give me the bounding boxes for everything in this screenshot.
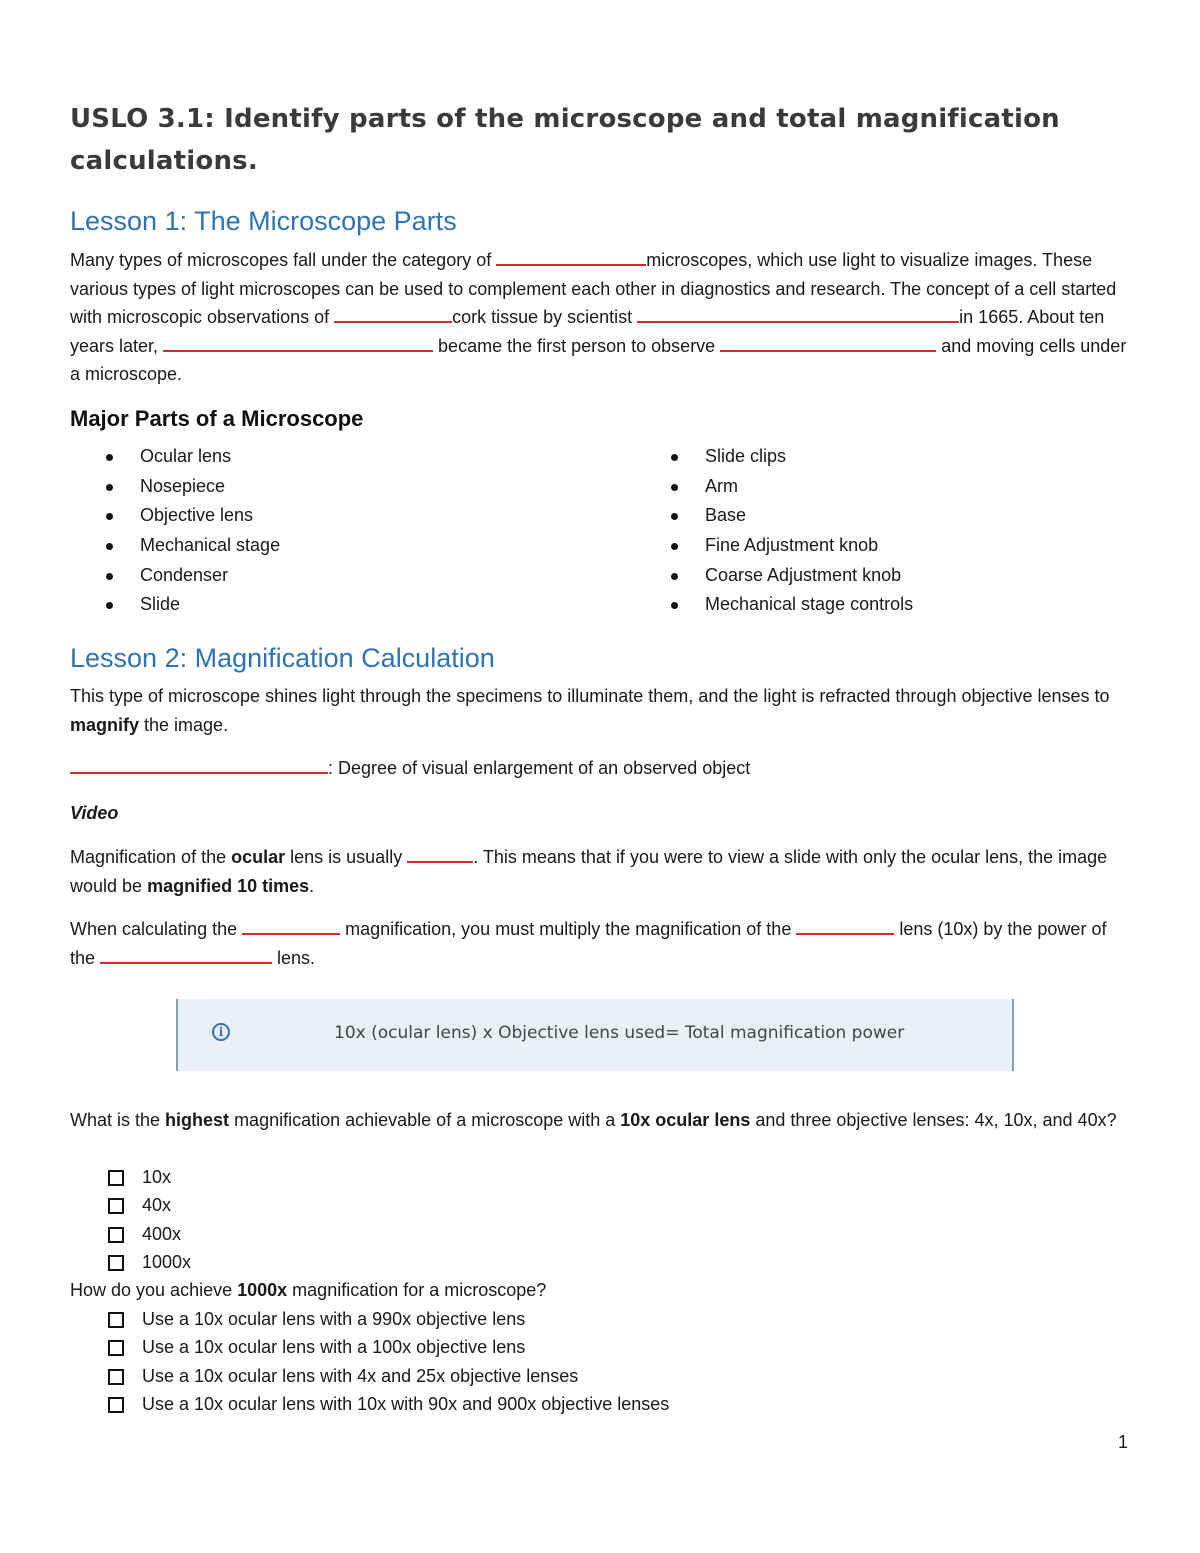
question-1-options: [70, 1163, 191, 1276]
checkbox-option[interactable]: 40x: [70, 1191, 191, 1219]
list-item: Mechanical stage: [70, 531, 280, 561]
list-item: Arm: [635, 472, 913, 502]
question-2-options: [70, 1305, 669, 1418]
text-run: in 1665. About ten years later,: [70, 307, 1105, 356]
bold-text: magnify: [70, 714, 140, 735]
document-title: USLO 3.1: Identify parts of the microscope and total magnification calculations.: [70, 104, 1060, 176]
major-parts-heading: Major Parts of a Microscope: [70, 406, 364, 431]
text-run: and moving cells under a microscope.: [70, 335, 1127, 384]
question-2: [70, 1276, 1130, 1305]
bold-text: ocular: [231, 847, 286, 867]
lesson-2-heading: Lesson 2: Magnification Calculation: [70, 643, 495, 673]
ocular-paragraph: [70, 843, 1130, 900]
text-run: Many types of microscopes fall under the category of: [70, 250, 497, 270]
checkbox-option[interactable]: Use a 10x ocular lens with 4x and 25x objective lenses: [70, 1362, 669, 1390]
checkbox-option[interactable]: 10x: [70, 1163, 191, 1191]
bold-text: magnified 10 times: [147, 875, 310, 896]
list-item: Nosepiece: [70, 472, 280, 502]
checkbox-option[interactable]: Use a 10x ocular lens with 10x with 90x and 900x objective lenses: [70, 1390, 669, 1418]
text-run: When calculating the: [70, 919, 243, 939]
parts-list-left: [70, 442, 280, 620]
bold-text: 10x ocular lens: [620, 1110, 751, 1130]
video-label[interactable]: Video: [70, 803, 119, 823]
lesson-1-paragraph: [70, 246, 1130, 389]
list-item: Coarse Adjustment knob: [635, 561, 913, 591]
text-run: lens is usually: [285, 847, 408, 867]
text-run: How do you achieve: [70, 1280, 238, 1300]
text-run: .: [309, 875, 315, 896]
formula-text: 10x (ocular lens) x Objective lens used= Total magnification power: [334, 1023, 905, 1043]
calculation-paragraph: [70, 915, 1130, 972]
text-run: lens (10x) by the power of the: [70, 919, 1107, 968]
checkbox-option[interactable]: Use a 10x ocular lens with a 990x objective lens: [70, 1305, 669, 1333]
list-item: Slide clips: [635, 442, 913, 472]
page-number: 1: [1118, 1432, 1129, 1452]
list-item: Base: [635, 501, 913, 531]
text-run: magnification for a microscope?: [287, 1280, 547, 1300]
fill-blank-scientist[interactable]: [637, 303, 959, 323]
bold-text: 1000x: [237, 1280, 288, 1300]
text-run: This type of microscope shines light through the specimens to illuminate them, and the light is refracted through objective lenses to: [70, 686, 1110, 706]
fill-blank-cork[interactable]: [334, 303, 452, 323]
definition-line: [70, 754, 1130, 783]
list-item: Condenser: [70, 561, 280, 591]
lesson-2-paragraph: [70, 682, 1130, 739]
list-item: Objective lens: [70, 501, 280, 531]
text-run: . This means that if you were to view a slide with only the ocular lens, the image would be: [70, 847, 1108, 896]
text-run: What is the: [70, 1110, 166, 1130]
text-run: cork tissue by scientist: [452, 307, 638, 327]
text-run: and three objective lenses: 4x, 10x, and 40x?: [750, 1110, 1117, 1130]
text-run: magnification, you must multiply the magnification of the: [340, 919, 797, 939]
text-run: the image.: [139, 714, 229, 735]
question-1: [70, 1106, 1130, 1135]
list-item: Slide: [70, 590, 280, 620]
fill-blank-objective[interactable]: [100, 944, 272, 964]
list-item: Ocular lens: [70, 442, 280, 472]
checkbox-option[interactable]: 1000x: [70, 1248, 191, 1276]
formula-info-box: [176, 999, 1014, 1071]
info-icon: i: [212, 1023, 230, 1041]
fill-blank-ocular[interactable]: [796, 915, 894, 935]
text-run: lens.: [272, 947, 316, 968]
text-run: microscopes, which use light to visualize images. These various types of light microscopes can be used to complement each other in diagnostics and research. The concept of a cell started with microscopic observations of: [70, 250, 1117, 327]
text-run: became the first person to observe: [433, 335, 721, 356]
lesson-1-heading: Lesson 1: The Microscope Parts: [70, 206, 457, 236]
checkbox-option[interactable]: Use a 10x ocular lens with a 100x objective lens: [70, 1333, 669, 1361]
checkbox-option[interactable]: 400x: [70, 1220, 191, 1248]
fill-blank-light[interactable]: [496, 246, 646, 266]
fill-blank-observed[interactable]: [720, 332, 936, 352]
fill-blank-total[interactable]: [242, 915, 340, 935]
bold-text: highest: [165, 1110, 230, 1130]
text-run: : Degree of visual enlargement of an observed object: [328, 758, 751, 778]
parts-list-right: [635, 442, 913, 620]
list-item: Fine Adjustment knob: [635, 531, 913, 561]
text-run: magnification achievable of a microscope with a: [229, 1110, 621, 1130]
text-run: Magnification of the: [70, 847, 232, 867]
fill-blank-magnification[interactable]: [70, 754, 328, 774]
fill-blank-ocular-power[interactable]: [407, 843, 473, 863]
list-item: Mechanical stage controls: [635, 590, 913, 620]
fill-blank-observer[interactable]: [163, 332, 433, 352]
